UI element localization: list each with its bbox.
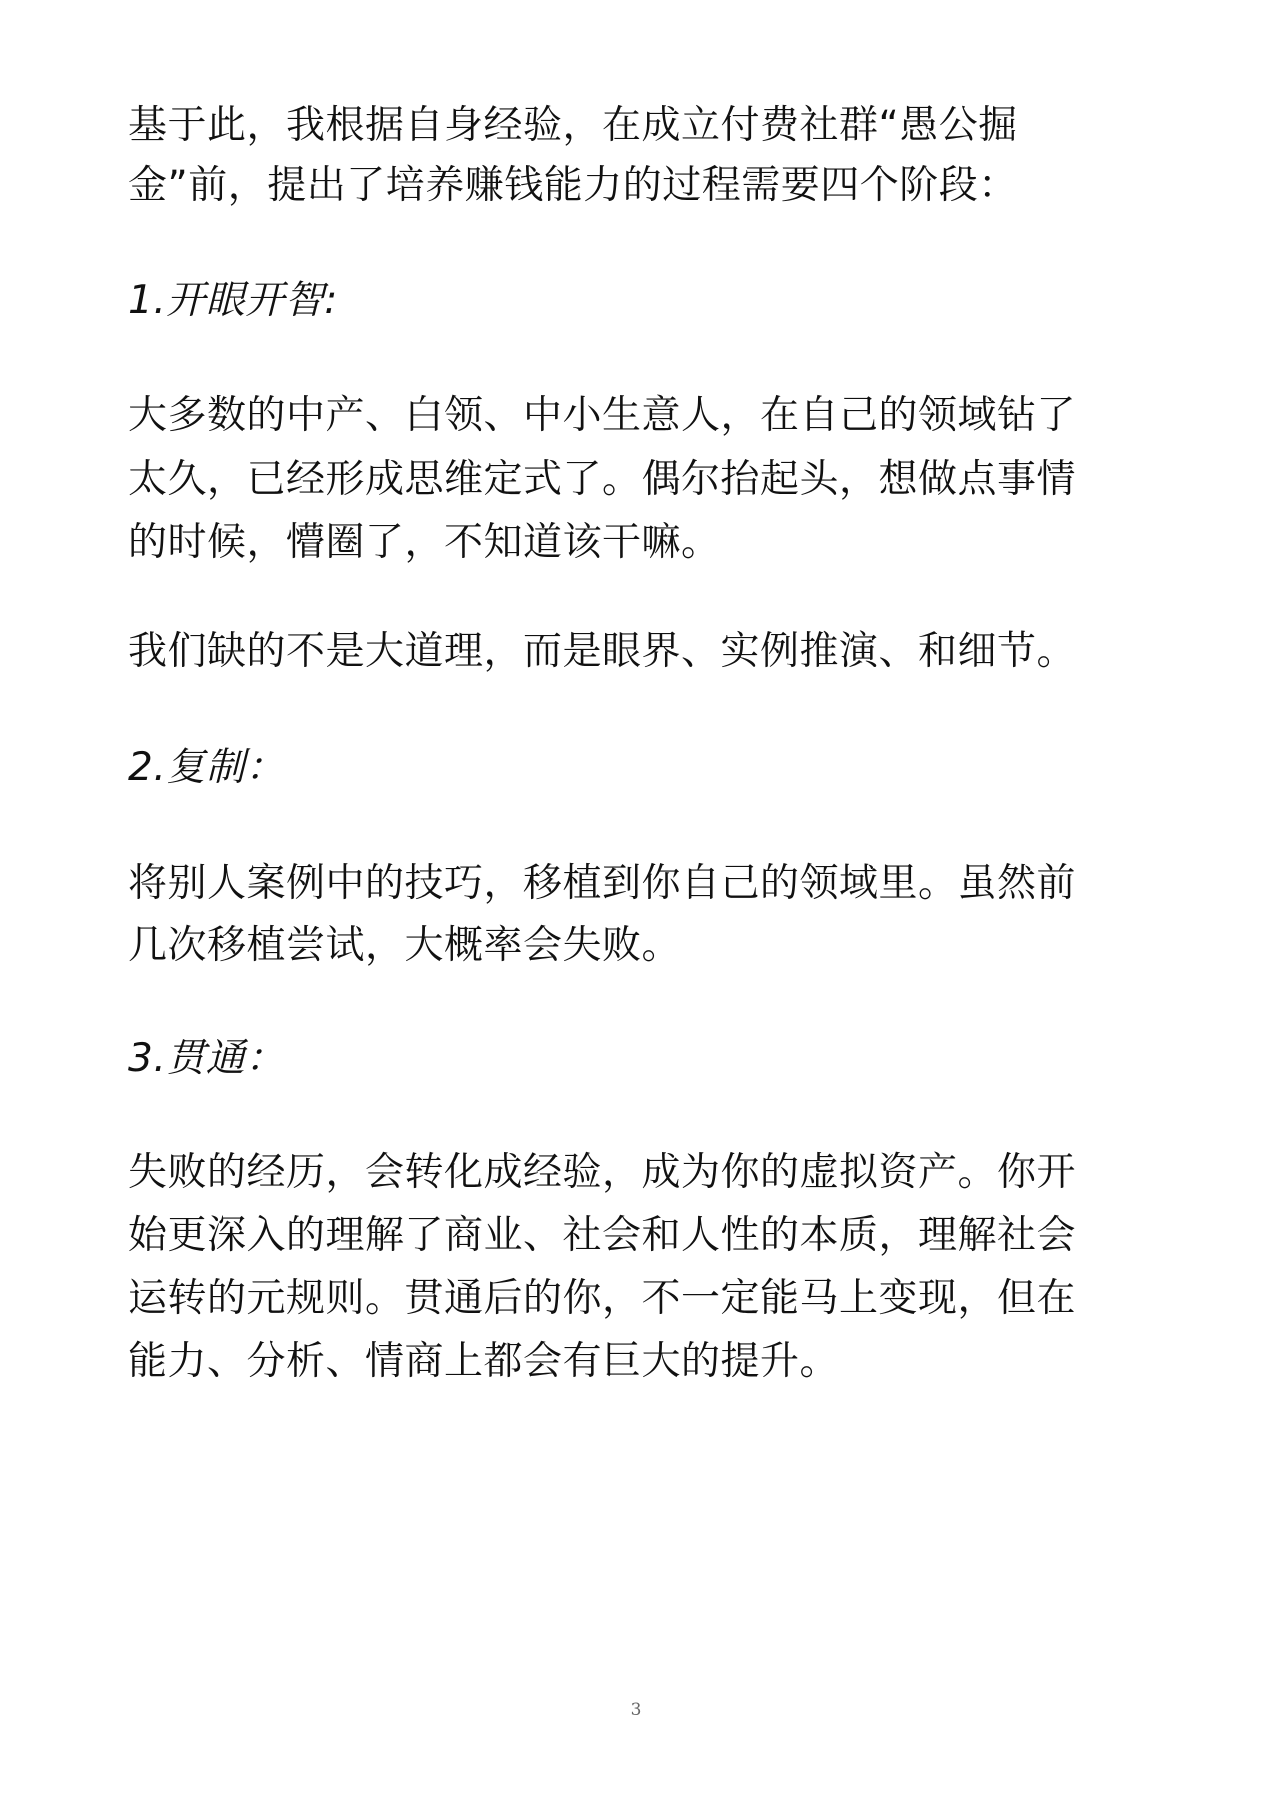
stage3-paragraph-line: 运转的元规则。贯通后的你，不一定能马上变现，但在 — [128, 1276, 1077, 1321]
intro-paragraph-line: 基于此，我根据自身经验，在成立付费社群“愚公掘 — [128, 103, 1018, 148]
stage3-paragraph-line: 能力、分析、情商上都会有巨大的提升。 — [128, 1339, 840, 1384]
stage2-paragraph-line: 几次移植尝试，大概率会失败。 — [128, 923, 682, 968]
intro-paragraph-line: 金”前，提出了培养赚钱能力的过程需要四个阶段： — [128, 163, 1018, 208]
stage1-paragraph-line: 的时候，懵圈了，不知道该干嘛。 — [128, 520, 721, 565]
stage1-paragraph-line: 太久，已经形成思维定式了。偶尔抬起头，想做点事情 — [128, 457, 1077, 502]
stage1-paragraph2-line: 我们缺的不是大道理，而是眼界、实例推演、和细节。 — [128, 629, 1077, 674]
stage3-paragraph-line: 失败的经历，会转化成经验，成为你的虚拟资产。你开 — [128, 1150, 1077, 1195]
stage2-paragraph-line: 将别人案例中的技巧，移植到你自己的领域里。虽然前 — [128, 861, 1077, 906]
stage3-paragraph-line: 始更深入的理解了商业、社会和人性的本质，理解社会 — [128, 1213, 1077, 1258]
stage2-heading: 2.复制： — [128, 745, 285, 790]
stage1-heading: 1.开眼开智: — [128, 278, 338, 323]
stage1-paragraph-line: 大多数的中产、白领、中小生意人，在自己的领域钻了 — [128, 393, 1077, 438]
page-number: 3 — [630, 1700, 642, 1720]
stage3-heading: 3.贯通： — [128, 1036, 285, 1081]
